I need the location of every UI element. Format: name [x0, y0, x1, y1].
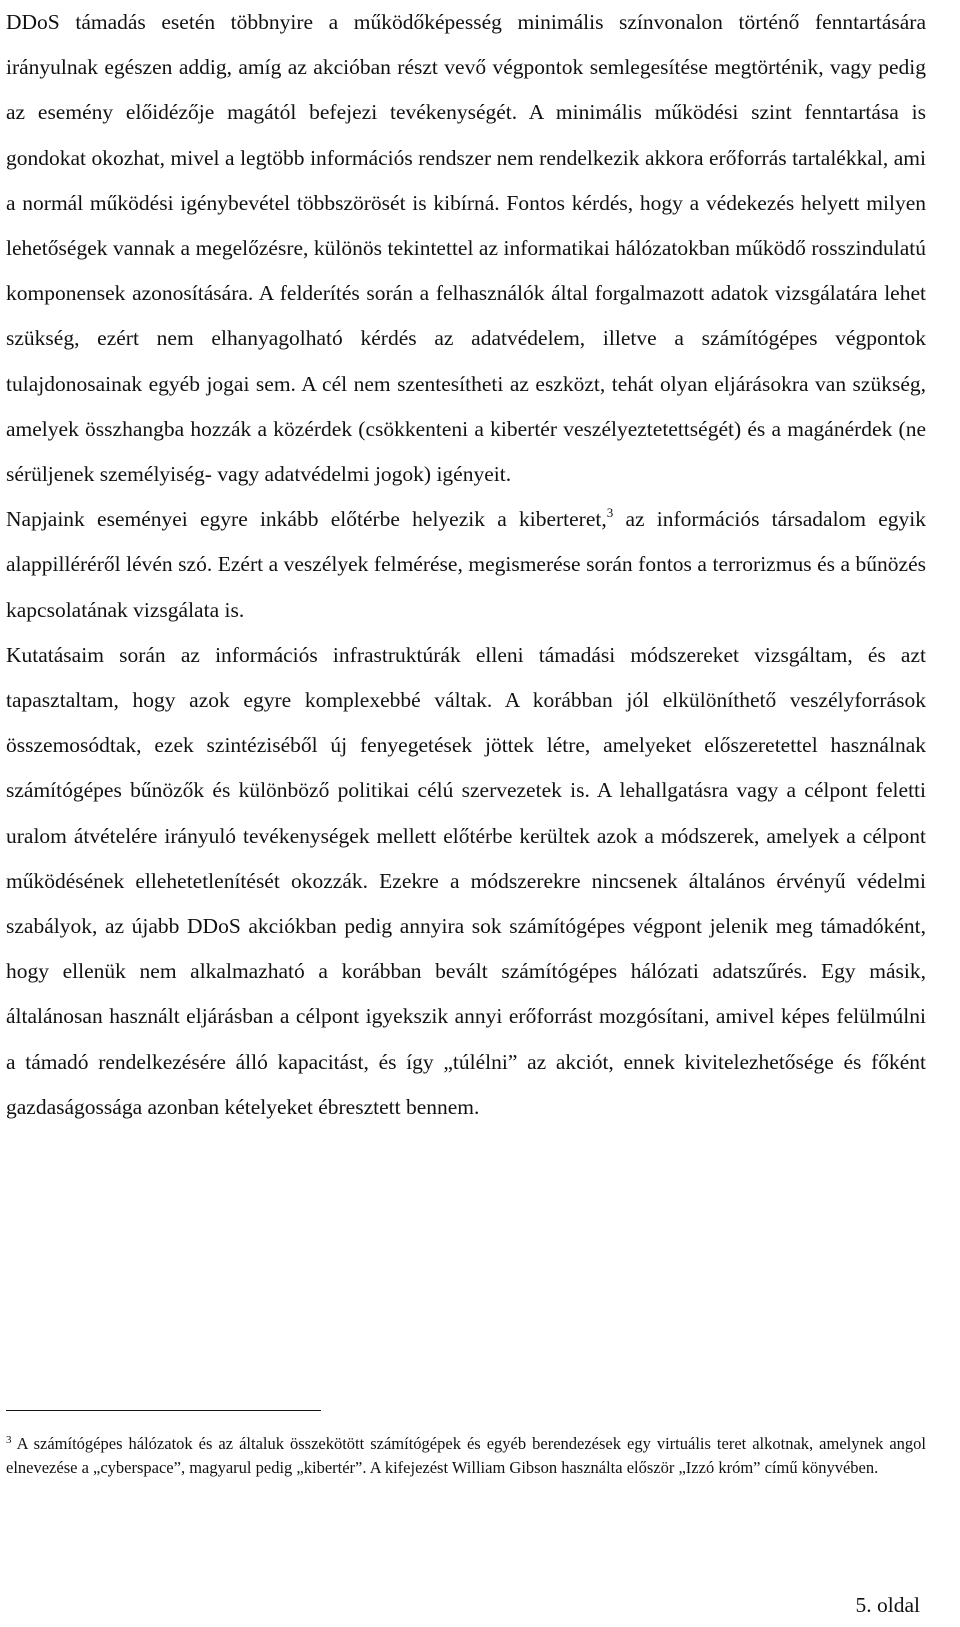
paragraph-ddos-defense: DDoS támadás esetén többnyire a működőképesség minimális színvonalon történő fenntartására irányulnak egészen addig, amíg az akcióban részt vevő végpontok semlegesítése megtörténik, vagy pedig az esemény előidézője magától befejezi tevékenységét. A minimális működési szint fenntartása is gondokat okozhat, mivel a legtöbb információs rendszer nem rendelkezik akkora erőforrás tartalékkal, ami a normál működési igénybevétel többszörösét is kibírná. Fontos kérdés, hogy a védekezés helyett milyen lehetőségek vannak a megelőzésre, különös tekintettel az informatikai hálózatokban működő rosszindulatú komponensek azonosítására. A felderítés során a felhasználók által forgalmazott adatok vizsgálatára lehet szükség, ezért nem elhanyagolható kérdés az adatvédelem, illetve a számítógépes végpontok tulajdonosainak egyéb jogai sem. A cél nem szentesítheti az eszközt, tehát olyan eljárásokra van szükség, amelyek összhangba hozzák a közérdek (csökkenteni a kibertér veszélyeztetettségét) és a magánérdek (ne sérüljenek személyiség- vagy adatvédelmi jogok) igényeit. [6, 10, 926, 487]
paragraph-cyberspace [6, 497, 926, 633]
footnote-divider [6, 1410, 321, 1411]
paragraph-cyberspace-text-b: az információs társadalom egyik alappilléréről lévén szó. Ezért a veszélyek felmérése, megismerése során fontos a terrorizmus és a bűnözés kapcsolatának vizsgálata is. [6, 507, 927, 622]
document-page [6, 0, 926, 1130]
page-number: 5. oldal [855, 1593, 920, 1617]
body-text [6, 0, 926, 1130]
footnote-number: 3 [6, 1434, 12, 1446]
footnote-reference[interactable]: 3 [606, 505, 614, 521]
footnote-text: A számítógépes hálózatok és az általuk összekötött számítógépek és egyéb berendezések egy virtuális teret alkotnak, amelynek angol elnevezése a „cyberspace”, magyarul pedig „kibertér”. A kifejezést William Gibson használta először „Izzó króm” című könyvében. [6, 1434, 926, 1477]
paragraph-cyberspace-text-a: Napjaink eseményei egyre inkább előtérbe helyezik a kiberteret, [6, 507, 607, 532]
paragraph-research: Kutatásaim során az információs infrastruktúrák elleni támadási módszereket vizsgáltam, és azt tapasztaltam, hogy azok egyre komplexebbé váltak. A korábban jól elkülöníthető veszélyforrások összemosódtak, ezek szintéziséből új fenyegetések jöttek létre, amelyeket előszeretettel használnak számítógépes bűnözők és különböző politikai célú szervezetek is. A lehallgatásra vagy a célpont feletti uralom átvételére irányuló tevékenységek mellett előtérbe kerültek azok a módszerek, amelyek a célpont működésének ellehetetlenítését okozzák. Ezekre a módszerekre nincsenek általános érvényű védelmi szabályok, az újabb DDoS akciókban pedig annyira sok számítógépes végpont jelenik meg támadóként, hogy ellenük nem alkalmazható a korábban bevált számítógépes hálózati adatszűrés. Egy másik, általánosan használt eljárásban a célpont igyekszik annyi erőforrást mozgósítani, amivel képes felülmúlni a támadó rendelkezésére álló kapacitást, és így „túlélni” az akciót, ennek kivitelezhetősége és főként gazdaságossága azonban kételyeket ébresztett bennem. [6, 642, 926, 1119]
footnote [6, 1432, 926, 1480]
